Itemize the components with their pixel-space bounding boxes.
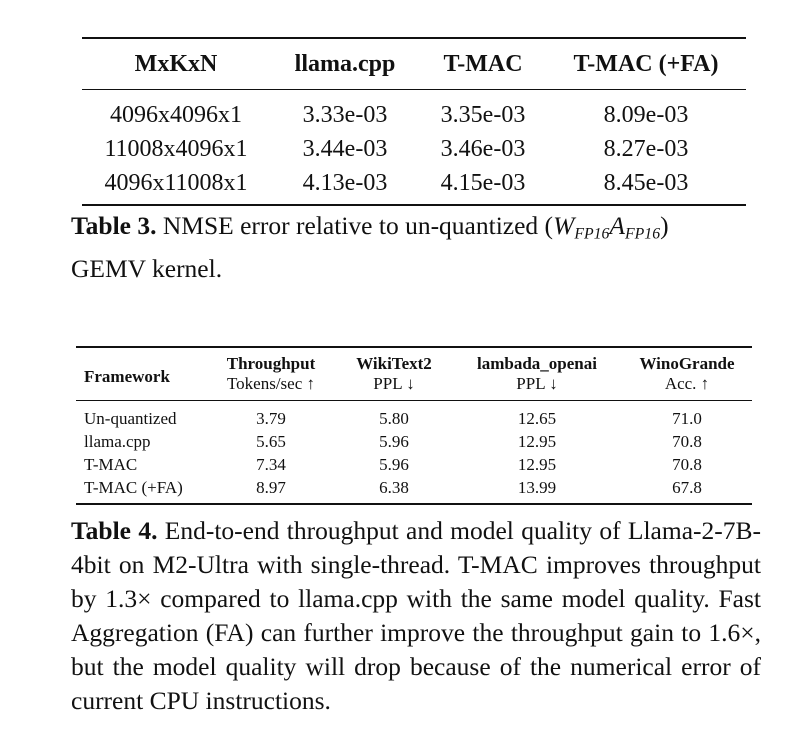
table-cell: 70.8	[672, 431, 702, 451]
table-cell: 70.8	[672, 454, 702, 474]
table-cell: 8.27e-03	[603, 135, 689, 162]
table-4-header-cell: lambada_openai	[452, 347, 622, 374]
table-4-subheader-cell: Acc. ↑	[622, 374, 752, 401]
table-3	[82, 37, 746, 206]
caption-text: NMSE error relative to un-quantized (	[162, 211, 554, 240]
table-cell: 4096x4096x1	[110, 101, 242, 128]
table-4-header-cell: Throughput	[206, 347, 336, 374]
table-cell: 8.97	[206, 476, 336, 504]
table-cell: 7.34	[256, 454, 286, 474]
table-3-header-cell: T-MAC (+FA)	[546, 38, 746, 90]
caption-text: End-to-end throughput and model quality of Llama-2-7B-4bit on M2-Ultra with single-thread. T-MAC improves throughput by 1.3× compared to llama.cpp with the same model quality. Fast Aggregation (FA) can further improve the throughput gain to 1.6×, but the model quality will drop because of the numerical error of current CPU instructions.	[71, 516, 761, 715]
table-cell: 8.45e-03	[546, 166, 746, 205]
table-cell: Un-quantized	[84, 408, 177, 428]
table-cell: T-MAC (+FA)	[76, 476, 206, 504]
table-4-subheader-cell: PPL ↓	[452, 374, 622, 401]
table-row	[76, 430, 752, 453]
table-cell: 71.0	[672, 408, 702, 428]
table-cell: 12.65	[517, 408, 557, 428]
table-cell: 67.8	[622, 476, 752, 504]
table-row	[82, 166, 746, 205]
table-cell: 4096x11008x1	[82, 166, 270, 205]
table-cell: 4.13e-03	[270, 166, 420, 205]
table-row	[76, 453, 752, 476]
table-cell: 4.15e-03	[420, 166, 546, 205]
table-cell: 12.95	[517, 431, 557, 451]
table-3-header-cell: T-MAC	[420, 38, 546, 90]
table-cell: 3.35e-03	[440, 101, 526, 128]
table-cell: llama.cpp	[84, 431, 151, 451]
table-4	[76, 346, 752, 505]
table-4-subheader-cell: PPL ↓	[336, 374, 452, 401]
table-4-header-cell: WikiText2	[336, 347, 452, 374]
math-w: W	[553, 211, 575, 240]
table-row	[82, 132, 746, 166]
caption-label: Table 3.	[71, 211, 157, 240]
math-a-sub: FP16	[625, 225, 661, 243]
table-cell: 5.96	[379, 454, 409, 474]
table-cell: 13.99	[452, 476, 622, 504]
table-row	[76, 476, 752, 504]
table-cell: 8.09e-03	[603, 101, 689, 128]
table-3-header-row	[82, 38, 746, 90]
math-w-sub: FP16	[574, 225, 610, 243]
caption-text: GEMV kernel.	[71, 253, 223, 283]
table-3-header-cell: MxKxN	[82, 38, 270, 90]
table-cell: 3.44e-03	[302, 135, 388, 162]
table-4-header-row	[76, 347, 752, 374]
table-cell: 3.79	[256, 408, 286, 428]
caption-text: )	[660, 211, 669, 240]
table-4-caption	[71, 514, 761, 718]
table-4-header-cell: WinoGrande	[622, 347, 752, 374]
table-4-header-cell: Framework	[76, 347, 206, 401]
caption-label: Table 4.	[71, 516, 158, 545]
table-3-caption	[71, 209, 761, 286]
table-cell: 5.80	[379, 408, 409, 428]
table-cell: 11008x4096x1	[104, 135, 248, 162]
table-4-subheader-cell: Tokens/sec ↑	[206, 374, 336, 401]
table-cell: 3.33e-03	[302, 101, 388, 128]
math-a: A	[609, 211, 625, 240]
table-cell: 5.96	[379, 431, 409, 451]
table-cell: 5.65	[256, 431, 286, 451]
table-cell: 12.95	[517, 454, 557, 474]
table-cell: 3.46e-03	[440, 135, 526, 162]
table-row	[82, 90, 746, 133]
table-cell: 6.38	[336, 476, 452, 504]
table-cell: T-MAC	[84, 454, 138, 474]
table-row	[76, 401, 752, 431]
table-3-header-cell: llama.cpp	[270, 38, 420, 90]
